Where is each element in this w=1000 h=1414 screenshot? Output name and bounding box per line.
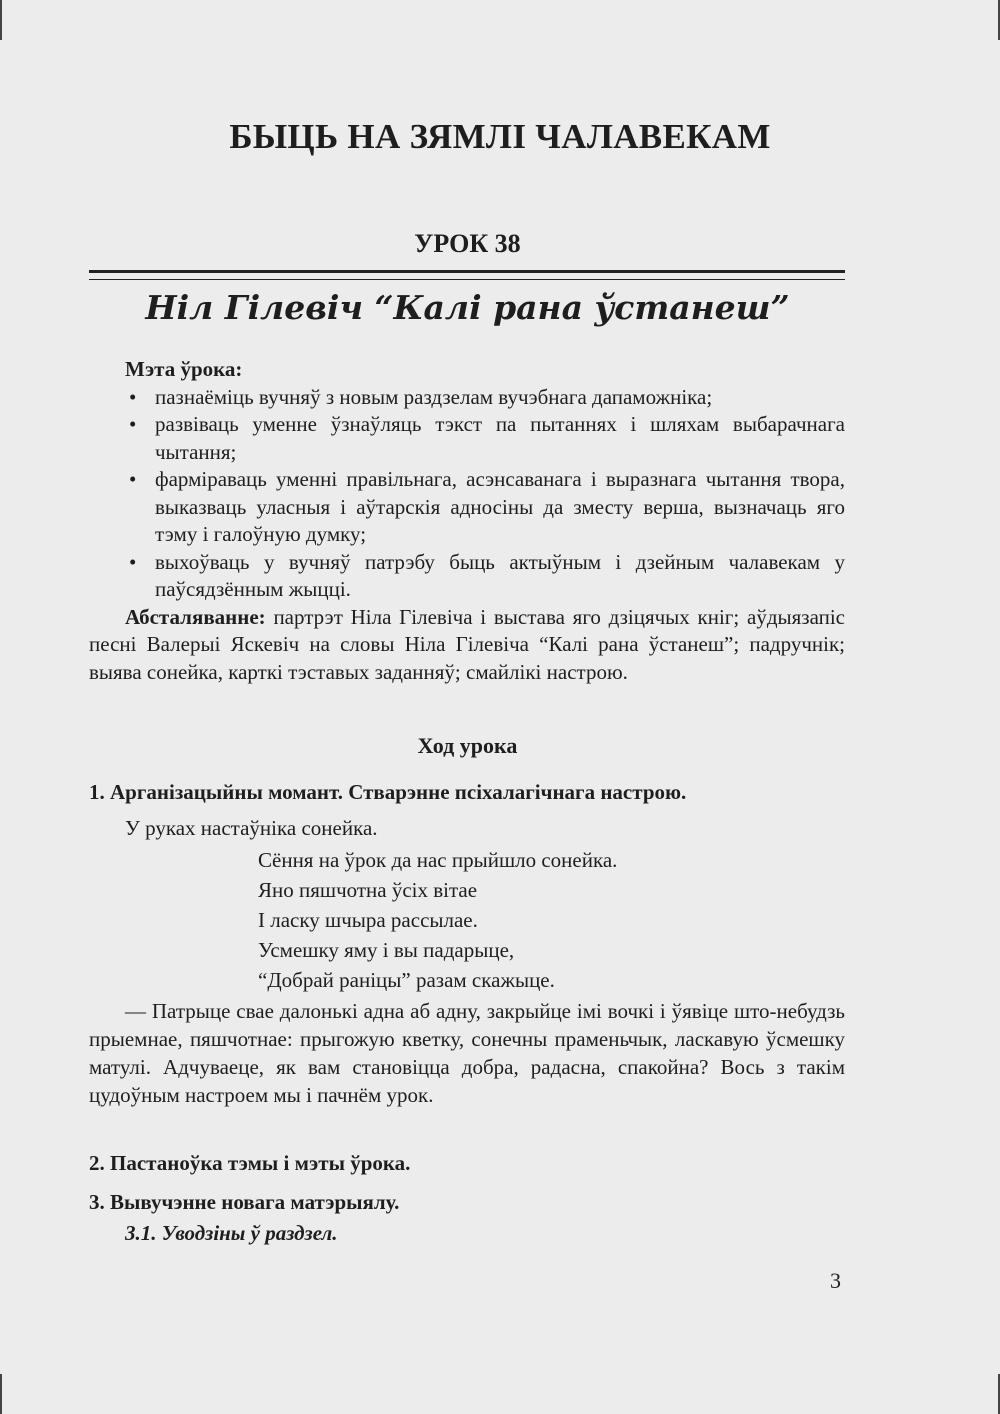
poem-line: Усмешку яму і вы падарыце,: [258, 938, 515, 962]
equipment-paragraph: [89, 604, 845, 687]
lesson-goals-block: [89, 356, 845, 686]
goals-label: Мэта ўрока:: [125, 357, 243, 381]
equipment-label: Абсталяванне:: [125, 604, 266, 629]
course-heading: Ход урока: [417, 733, 518, 758]
poem-line: І ласку шчыра рассылае.: [258, 908, 478, 932]
poem-line: Сёння на ўрок да нас прыйшло сонейка.: [258, 848, 618, 872]
page-number: 3: [830, 1268, 841, 1293]
step-3-1-heading: 3.1. Уводзіны ў раздзел.: [125, 1221, 338, 1245]
poem-line: “Добрай раніцы” разам скажыце.: [258, 968, 555, 992]
step-2-heading: 2. Пастаноўка тэмы і мэты ўрока.: [89, 1151, 411, 1175]
poem: [258, 845, 617, 995]
bullet-icon: •: [129, 412, 137, 436]
goal-item: • развіваць уменне ўзнаўляць тэкст па пытаннях і шляхам выбарачнага чытання;: [129, 412, 845, 464]
lesson-heading: Ніл Гілевіч “Калі рана ўстанеш”: [145, 288, 790, 327]
teacher-speech: — Патрыце свае далонькі адна аб адну, закрыйце імі вочкі і ўявіце што-небудзь прыемнае, пяшчотнае: прыгожую кветку, сонечны праменьчык, ласкавую ўсмешку матулі. Адчуваеце, як вам становіцца добра, радасна, спакойна? Вось з такім цудоўным настроем мы і пачнём урок.: [89, 999, 845, 1107]
bullet-icon: •: [129, 467, 137, 491]
bullet-icon: •: [129, 549, 137, 574]
goal-item: • пазнаёміць вучняў з новым раздзелам вучэбнага дапаможніка;: [89, 384, 845, 412]
poem-line: Яно пяшчотна ўсіх вітае: [258, 878, 478, 902]
goal-item: • выхоўваць у вучняў патрэбу быць актыўным і дзейным чалавекам у паўсядзённым жыцці.: [129, 549, 845, 601]
lesson-number: УРОК 38: [414, 229, 521, 258]
goal-item: • фарміраваць уменні правільнага, асэнсаванага і выразнага чытання твора, выказваць уласныя і аўтарскія адносіны да зместу верша, вызначаць яго тэму і галоўную думку;: [129, 467, 845, 546]
crop-mark: [0, 1374, 2, 1414]
goals-list: [89, 384, 845, 604]
intro-text: У руках настаўніка сонейка.: [125, 816, 378, 840]
step-1-heading: 1. Арганізацыйны момант. Стварэнне псіхалагічнага настрою.: [89, 780, 687, 804]
double-rule-divider: [89, 270, 845, 280]
crop-mark: [0, 0, 2, 40]
equipment-text: партрэт Ніла Гілевіча і выстава яго дзіцячых кніг; аўдыязапіс песні Валерыі Яскевіч на словы Ніла Гілевіча “Калі рана ўстанеш”; падручнік; выява сонейка, карткі тэставых заданняў; смайлікі настрою.: [89, 604, 846, 684]
section-title: БЫЦЬ НА ЗЯМЛІ ЧАЛАВЕКАМ: [229, 117, 771, 156]
bullet-icon: •: [129, 384, 137, 409]
step-3-heading: 3. Вывучэнне новага матэрыялу.: [89, 1190, 400, 1214]
